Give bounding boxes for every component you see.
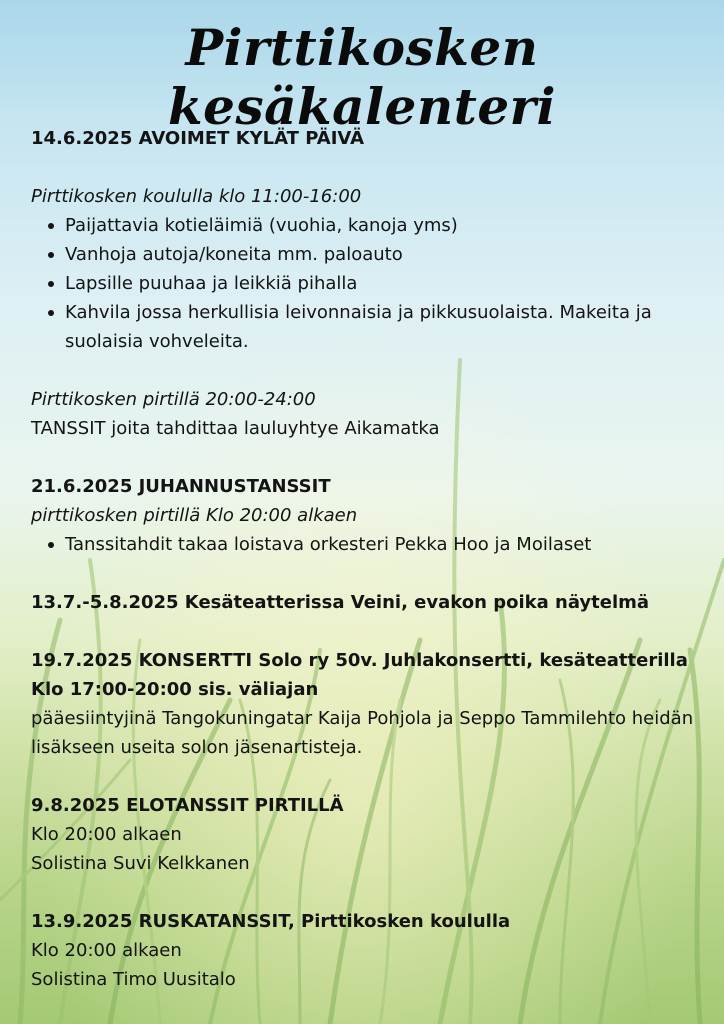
event-juhannustanssit [31,472,701,559]
event-time: Klo 20:00 alkaen [31,940,182,961]
list-item: Kahvila jossa herkullisia leivonnaisia ja pikkusuolaista. Makeita ja suolaisia vohveleita. [65,298,701,356]
bullet-list [31,211,701,356]
bullet-list [31,530,701,559]
event-heading: 14.6.2025 AVOIMET KYLÄT PÄIVÄ [31,128,365,149]
event-location: Pirttikosken koululla klo 11:00-16:00 [31,186,362,207]
event-konsertti [31,646,701,762]
event-location: pirttikosken pirtillä Klo 20:00 alkaen [31,505,358,526]
event-description: TANSSIT joita tahdittaa lauluyhtye Aikamatka [31,418,440,439]
page-title: Pirttikosken kesäkalenteri [168,18,556,136]
event-heading: 21.6.2025 JUHANNUSTANSSIT [31,476,331,497]
event-heading: 13.9.2025 RUSKATANSSIT, Pirttikosken koululla [31,911,511,932]
event-location: Pirttikosken pirtillä 20:00-24:00 [31,389,316,410]
list-item: Tanssitahdit takaa loistava orkesteri Pekka Hoo ja Moilaset [65,530,701,559]
event-list [31,124,701,994]
list-item: Vanhoja autoja/koneita mm. paloauto [65,240,701,269]
event-ruskatanssit [31,907,701,994]
event-time: Klo 20:00 alkaen [31,824,182,845]
list-item: Lapsille puuhaa ja leikkiä pihalla [65,269,701,298]
list-item: Paijattavia kotieläimiä (vuohia, kanoja yms) [65,211,701,240]
event-heading: 9.8.2025 ELOTANSSIT PIRTILLÄ [31,795,344,816]
event-elotanssit [31,791,701,878]
event-heading: 19.7.2025 KONSERTTI Solo ry 50v. Juhlakonsertti, kesäteatterilla Klo 17:00-20:00 sis. väliajan [31,650,688,700]
event-soloist: Solistina Timo Uusitalo [31,969,236,990]
event-kesateatteri [31,588,701,617]
event-heading: 13.7.-5.8.2025 Kesäteatterissa Veini, evakon poika näytelmä [31,592,650,613]
event-avoimet-kylat [31,124,701,443]
event-soloist: Solistina Suvi Kelkkanen [31,853,250,874]
event-description: pääesiintyjinä Tangokuningatar Kaija Pohjola ja Seppo Tammilehto heidän lisäkseen useita solon jäsenartisteja. [31,708,694,758]
